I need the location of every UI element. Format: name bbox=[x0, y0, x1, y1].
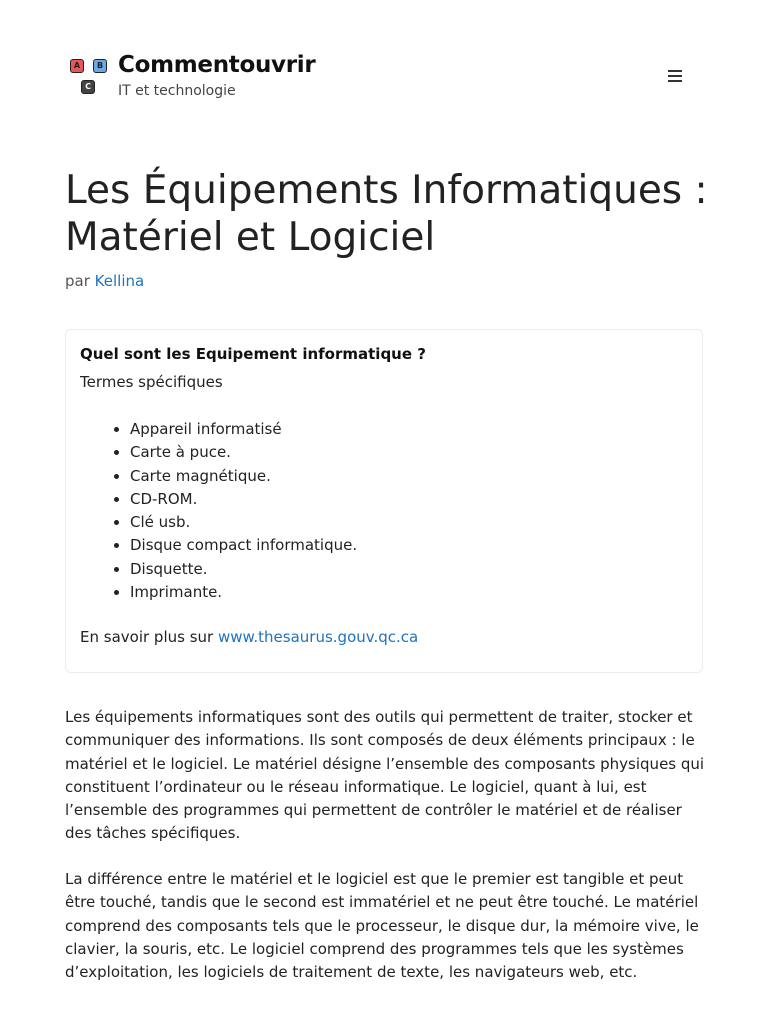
list-item: • Clé usb. bbox=[130, 511, 688, 534]
list-item: • Disquette. bbox=[130, 558, 688, 581]
list-item: • Imprimante. bbox=[130, 581, 688, 604]
logo-key-c: C bbox=[81, 80, 95, 94]
learn-more-prefix: En savoir plus sur bbox=[80, 628, 214, 647]
logo-key-a: A bbox=[70, 59, 84, 73]
site-header bbox=[0, 0, 768, 150]
list-item: • Disque compact informatique. bbox=[130, 534, 688, 557]
learn-more bbox=[80, 628, 688, 646]
site-tagline: IT et technologie bbox=[118, 83, 236, 99]
page-title: Les Équipements Informatiques : Matériel et Logiciel bbox=[65, 168, 708, 260]
hamburger-menu-icon[interactable] bbox=[668, 70, 684, 84]
snippet-list bbox=[80, 418, 688, 604]
byline bbox=[65, 272, 144, 290]
list-item: • Carte magnétique. bbox=[130, 465, 688, 488]
byline-prefix: par bbox=[65, 272, 90, 290]
paragraph-intro: Les équipements informatiques sont des outils qui permettent de traiter, stocker et communiquer des informations. Ils sont composés de deux éléments principaux : le matériel et le logiciel. Le matériel désigne l’ensemble des composants physiques qui constituent l’ordinateur ou le réseau informatique. Le logiciel, quant à lui, est l’ensemble des programmes qui permettent de contrôler le matériel et de réaliser des tâches spécifiques. bbox=[65, 708, 705, 843]
site-logo[interactable] bbox=[69, 57, 113, 99]
author-link[interactable]: Kellina bbox=[94, 272, 145, 290]
logo-key-b: B bbox=[93, 59, 107, 73]
paragraph-difference: La différence entre le matériel et le logiciel est que le premier est tangible et peut être touché, tandis que le second est immatériel et ne peut être touché. Le matériel comprend des composants tels que le processeur, le disque dur, la mémoire vive, le clavier, la souris, etc. Le logiciel comprend des programmes tels que les systèmes d’exploitation, les logiciels de traitement de texte, les navigateurs web, etc. bbox=[65, 870, 699, 982]
featured-snippet-card bbox=[65, 329, 703, 673]
snippet-subtitle: Termes spécifiques bbox=[80, 373, 223, 391]
list-item: • Carte à puce. bbox=[130, 441, 688, 464]
snippet-question: Quel sont les Equipement informatique ? bbox=[80, 345, 426, 363]
list-item: • Appareil informatisé bbox=[130, 418, 688, 441]
source-link[interactable]: www.thesaurus.gouv.qc.ca bbox=[217, 628, 419, 647]
list-item: • CD-ROM. bbox=[130, 488, 688, 511]
site-title[interactable]: Commentouvrir bbox=[118, 52, 316, 78]
